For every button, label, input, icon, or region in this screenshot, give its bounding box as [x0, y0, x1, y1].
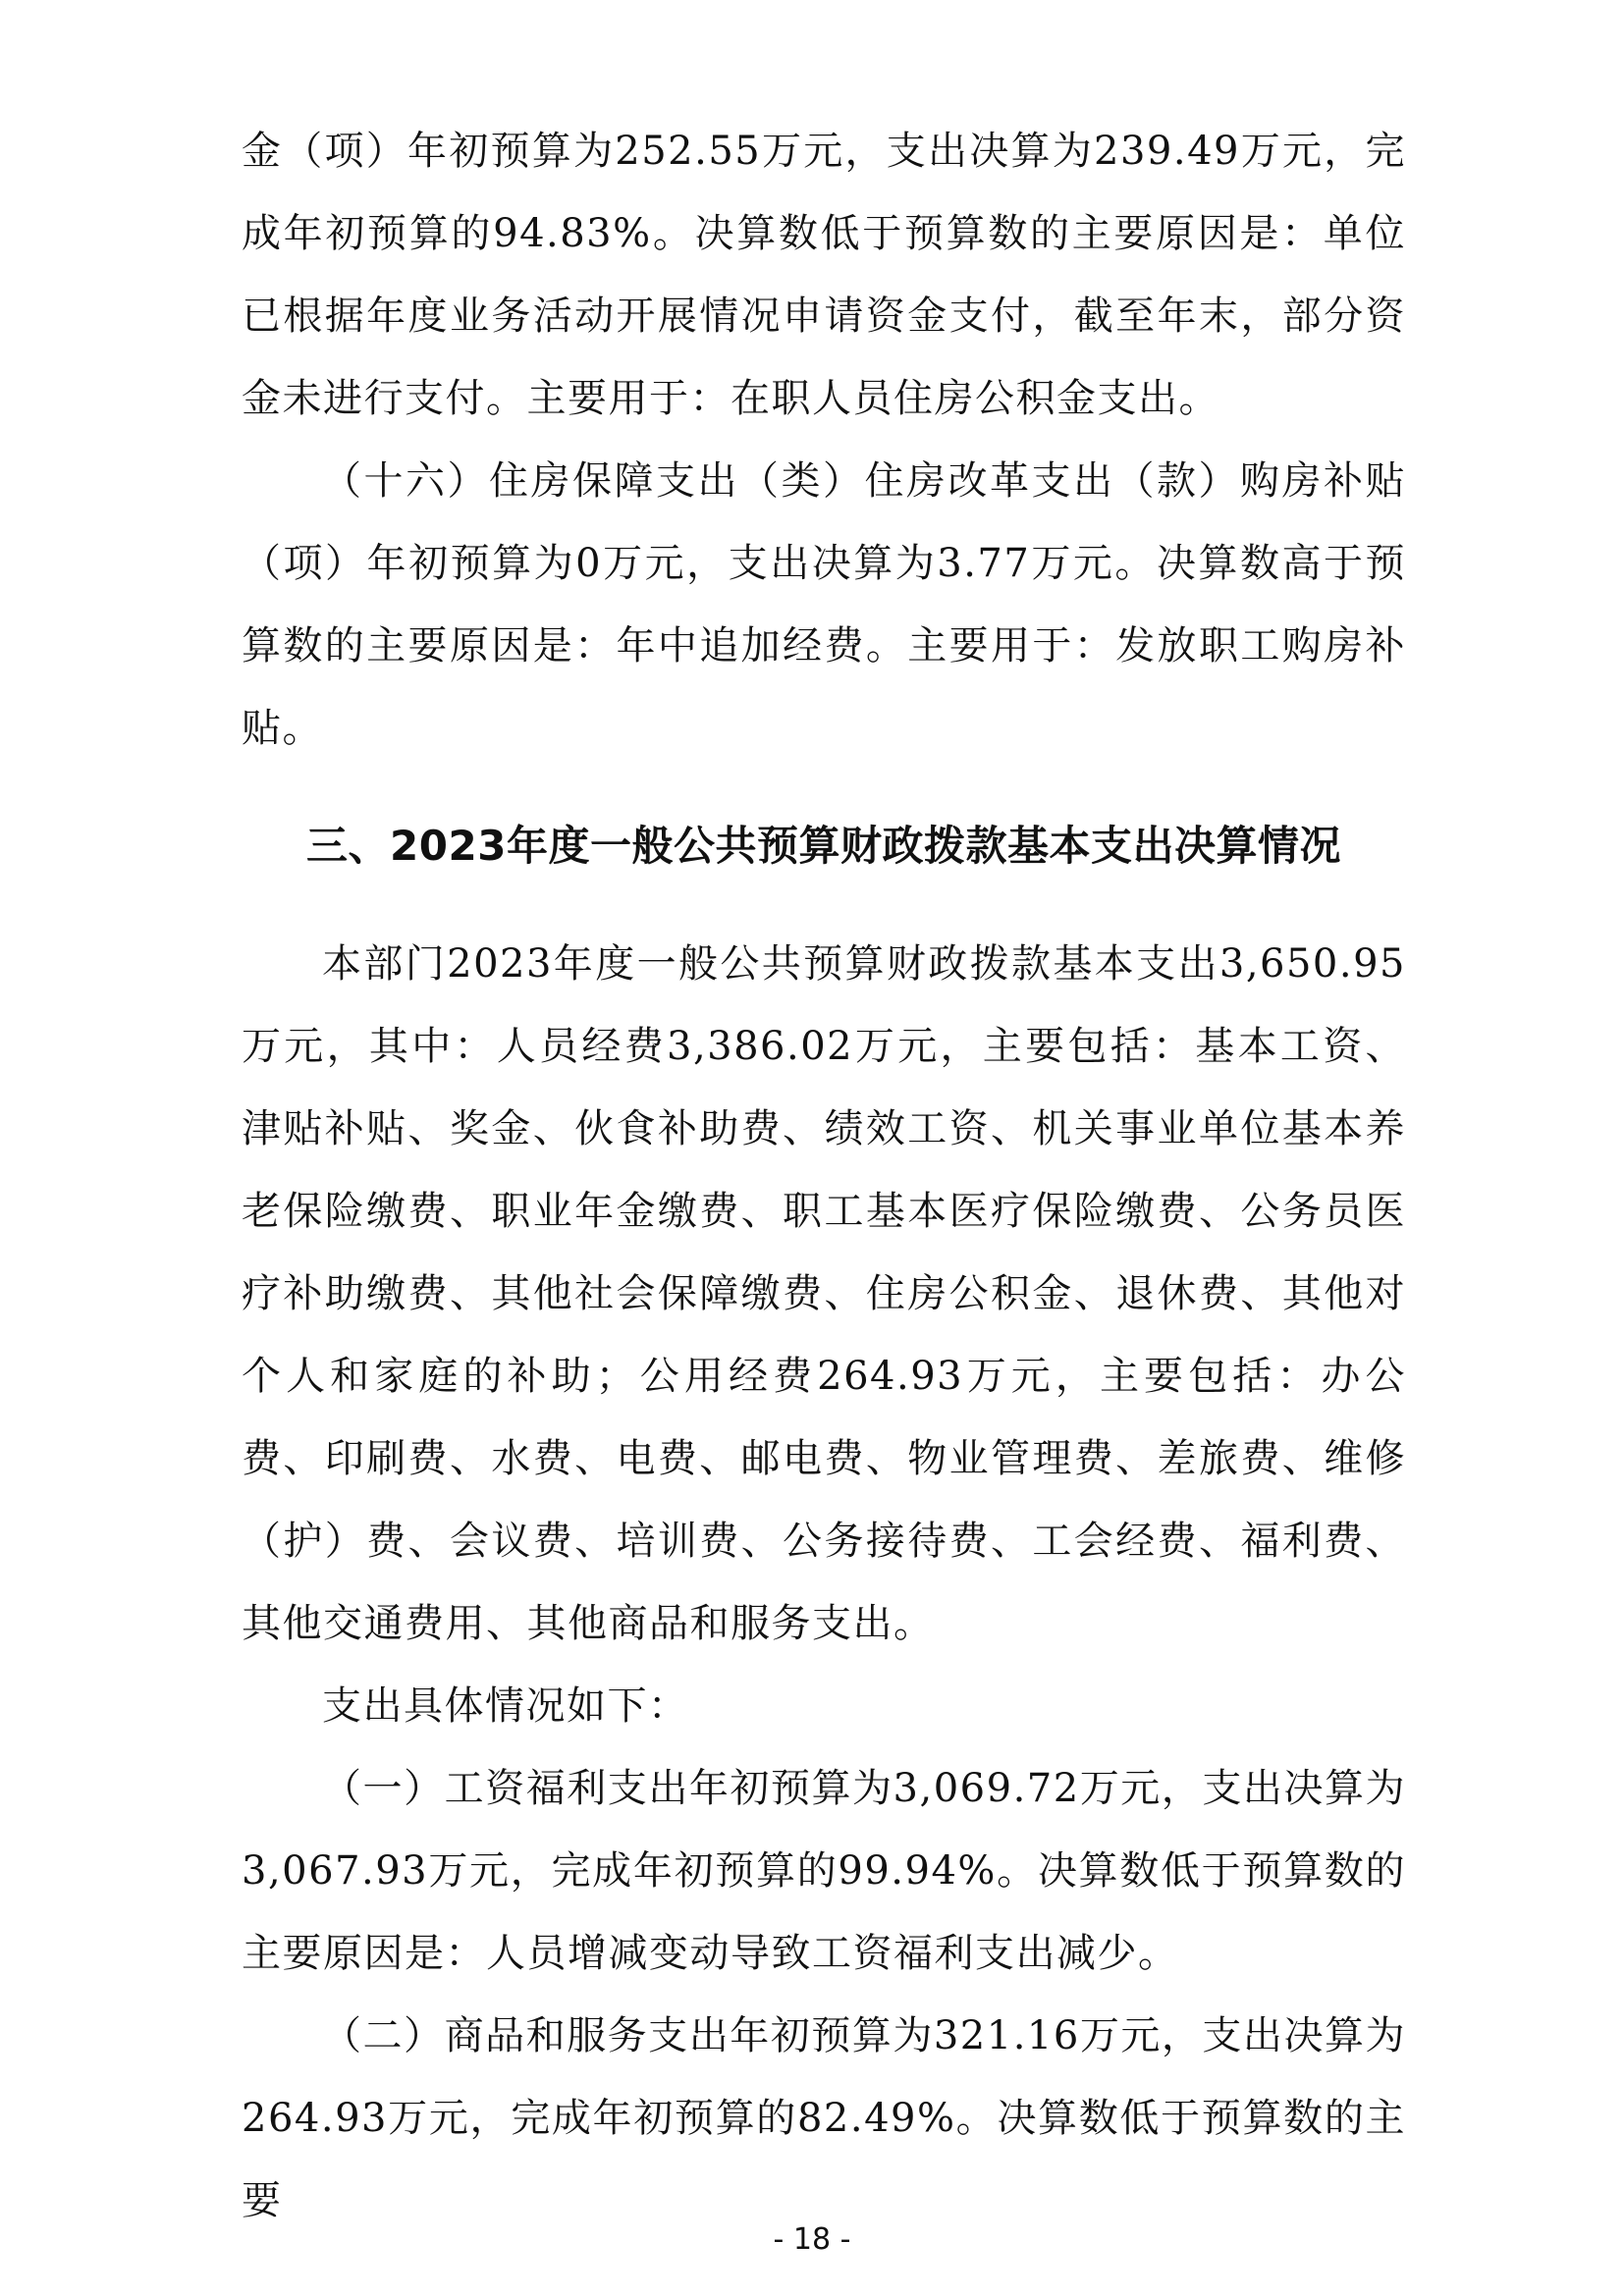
paragraph-housing-subsidy: （十六）住房保障支出（类）住房改革支出（款）购房补贴（项）年初预算为0万元，支出决算为3.77万元。决算数高于预算数的主要原因是：年中追加经费。主要用于：发放职工购房补贴。: [242, 458, 1406, 751]
document-body: [242, 110, 1406, 2242]
paragraph-details-intro: 支出具体情况如下：: [322, 1683, 689, 1729]
section-heading: 三、2023年度一般公共预算财政拨款基本支出决算情况: [306, 822, 1341, 870]
paragraph-basic-expenditure-summary: 本部门2023年度一般公共预算财政拨款基本支出3,650.95万元，其中：人员经费3,386.02万元，主要包括：基本工资、津贴补贴、奖金、伙食补助费、绩效工资、机关事业单位基本养老保险缴费、职业年金缴费、职工基本医疗保险缴费、公务员医疗补助缴费、其他社会保障缴费、住房公积金、退休费、其他对个人和家庭的补助；公用经费264.93万元，主要包括：办公费、印刷费、水费、电费、邮电费、物业管理费、差旅费、维修（护）费、会议费、培训费、公务接待费、工会经费、福利费、其他交通费用、其他商品和服务支出。: [242, 941, 1406, 1646]
paragraph-housing-fund-continuation: 金（项）年初预算为252.55万元，支出决算为239.49万元，完成年初预算的94.83%。决算数低于预算数的主要原因是：单位已根据年度业务活动开展情况申请资金支付，截至年末，部分资金未进行支付。主要用于：在职人员住房公积金支出。: [242, 129, 1406, 421]
paragraph-wages-welfare: （一）工资福利支出年初预算为3,069.72万元，支出决算为3,067.93万元，完成年初预算的99.94%。决算数低于预算数的主要原因是：人员增减变动导致工资福利支出减少。: [242, 1766, 1406, 1976]
page-number: - 18 -: [773, 2222, 851, 2257]
paragraph-goods-services: （二）商品和服务支出年初预算为321.16万元，支出决算为264.93万元，完成年初预算的82.49%。决算数低于预算数的主要: [242, 2013, 1406, 2223]
